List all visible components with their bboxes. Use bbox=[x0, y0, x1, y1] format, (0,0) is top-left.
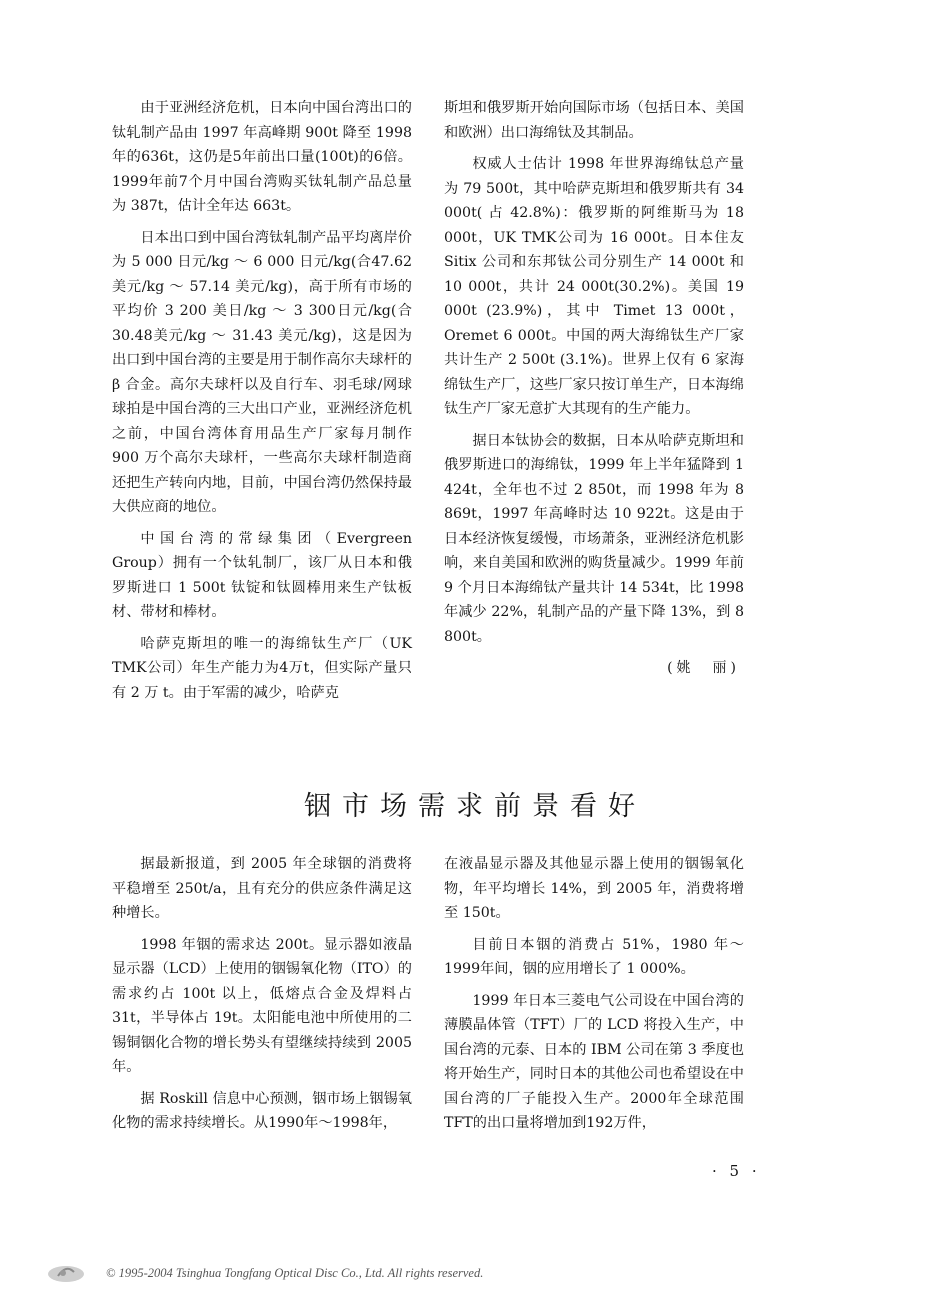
paragraph: 据最新报道，到 2005 年全球铟的消费将平稳增至 250t/a，且有充分的供应条件满足这种增长。 bbox=[112, 856, 412, 921]
article1-right-column bbox=[444, 96, 744, 681]
paragraph: 权威人士估计 1998 年世界海绵钛总产量为 79 500t，其中哈萨克斯坦和俄罗斯共有 34 000t( 占 42.8%)：俄罗斯的阿维斯马为 18 000t，UK TMK公司为 16 000t。日本住友 Sitix 公司和东邦钛公司分别生产 14 000t 和 10 000t，共计 24 000t(30.2%)。美国 19 000t (23.9%)，其中 Timet 13 000t，Oremet 6 000t。中国的两大海绵钛生产厂家共计生产 2 500t (3.1%)。世界上仅有 6 家海绵钛生产厂，这些厂家只按订单生产，日本海绵钛生产厂家无意扩大其现有的生产能力。 bbox=[444, 156, 744, 417]
paragraph: 由于亚洲经济危机，日本向中国台湾出口的钛轧制产品由 1997 年高峰期 900t 降至 1998 年的636t，这仍是5年前出口量(100t)的6倍。1999年前7个月中国台湾购买钛轧制产品总量为 387t，估计全年达 663t。 bbox=[112, 100, 412, 214]
article2-title: 铟市场需求前景看好 bbox=[304, 791, 646, 822]
article2-right-column bbox=[444, 852, 744, 1143]
paragraph: 目前日本铟的消费占 51%，1980 年～1999年间，铟的应用增长了 1 000%。 bbox=[444, 936, 744, 977]
footer bbox=[46, 1262, 906, 1286]
paragraph: 1999 年日本三菱电气公司设在中国台湾的薄膜晶体管（TFT）厂的 LCD 将投入生产，中国台湾的元泰、日本的 IBM 公司在第 3 季度也将开始生产，同时日本的其他公司也希望设在中国台湾的厂子能投入生产。2000年全球范围TFT的出口量将增加到192万件， bbox=[444, 992, 744, 1131]
paragraph: 日本出口到中国台湾钛轧制产品平均离岸价为 5 000 日元/kg ～ 6 000 日元/kg(合47.62美元/kg ～ 57.14 美元/kg)，高于所有市场的平均价 3 200 美日/kg ～ 3 300日元/kg(合 30.48美元/kg ～ 31.43 美元/kg)，这是因为出口到中国台湾的主要是用于制作高尔夫球杆的 β 合金。高尔夫球杆以及自行车、羽毛球/网球球拍是中国台湾的三大出口产业，亚洲经济危机之前，中国台湾体育用品生产厂家每月制作 900 万个高尔夫球杆，一些高尔夫球杆制造商还把生产转向内地，目前，中国台湾仍然保持最大供应商的地位。 bbox=[112, 229, 412, 515]
paragraph-continued: 在液晶显示器及其他显示器上使用的铟锡氧化物，年平均增长 14%，到 2005 年，消费将增至 150t。 bbox=[444, 856, 744, 921]
article2-left-column bbox=[112, 852, 412, 1143]
paragraph-continued: 斯坦和俄罗斯开始向国际市场（包括日本、美国和欧洲）出口海绵钛及其制品。 bbox=[444, 100, 744, 141]
copyright-text: © 1995-2004 Tsinghua Tongfang Optical Disc Co., Ltd. All rights reserved. bbox=[106, 1266, 484, 1280]
paragraph: 据 Roskill 信息中心预测，铟市场上铟锡氧化物的需求持续增长。从1990年～1998年， bbox=[112, 1090, 412, 1131]
publisher-logo-icon bbox=[46, 1262, 86, 1284]
author-credit: (姚 丽) bbox=[667, 660, 740, 676]
paragraph: 哈萨克斯坦的唯一的海绵钛生产厂（UK TMK公司）年生产能力为4万t，但实际产量只有 2 万 t。由于军需的减少，哈萨克 bbox=[112, 635, 412, 701]
paragraph: 中国台湾的常绿集团（Evergreen Group）拥有一个钛轧制厂，该厂从日本和俄罗斯进口 1 500t 钛锭和钛圆棒用来生产钛板材、带材和棒材。 bbox=[112, 530, 412, 620]
page-number: · 5 · bbox=[712, 1162, 761, 1180]
article1-left-column bbox=[112, 96, 412, 712]
paragraph: 据日本钛协会的数据，日本从哈萨克斯坦和俄罗斯进口的海绵钛，1999 年上半年猛降到 1 424t，全年也不过 2 850t，而 1998 年为 8 869t，1997 年高峰时达 10 922t。这是由于日本经济恢复缓慢，市场萧条，亚洲经济危机影响，来自美国和欧洲的购货量减少。1999 年前 9 个月日本海绵钛产量共计 14 534t，比 1998 年减少 22%，轧制产品的产量下降 13%，到 8 800t。 bbox=[444, 432, 744, 645]
paragraph: 1998 年铟的需求达 200t。显示器如液晶显示器（LCD）上使用的铟锡氧化物（ITO）的需求约占 100t 以上，低熔点合金及焊料占 31t，半导体占 19t。太阳能电池中所使用的二锡铜铟化合物的增长势头有望继续持续到 2005年。 bbox=[112, 936, 412, 1075]
